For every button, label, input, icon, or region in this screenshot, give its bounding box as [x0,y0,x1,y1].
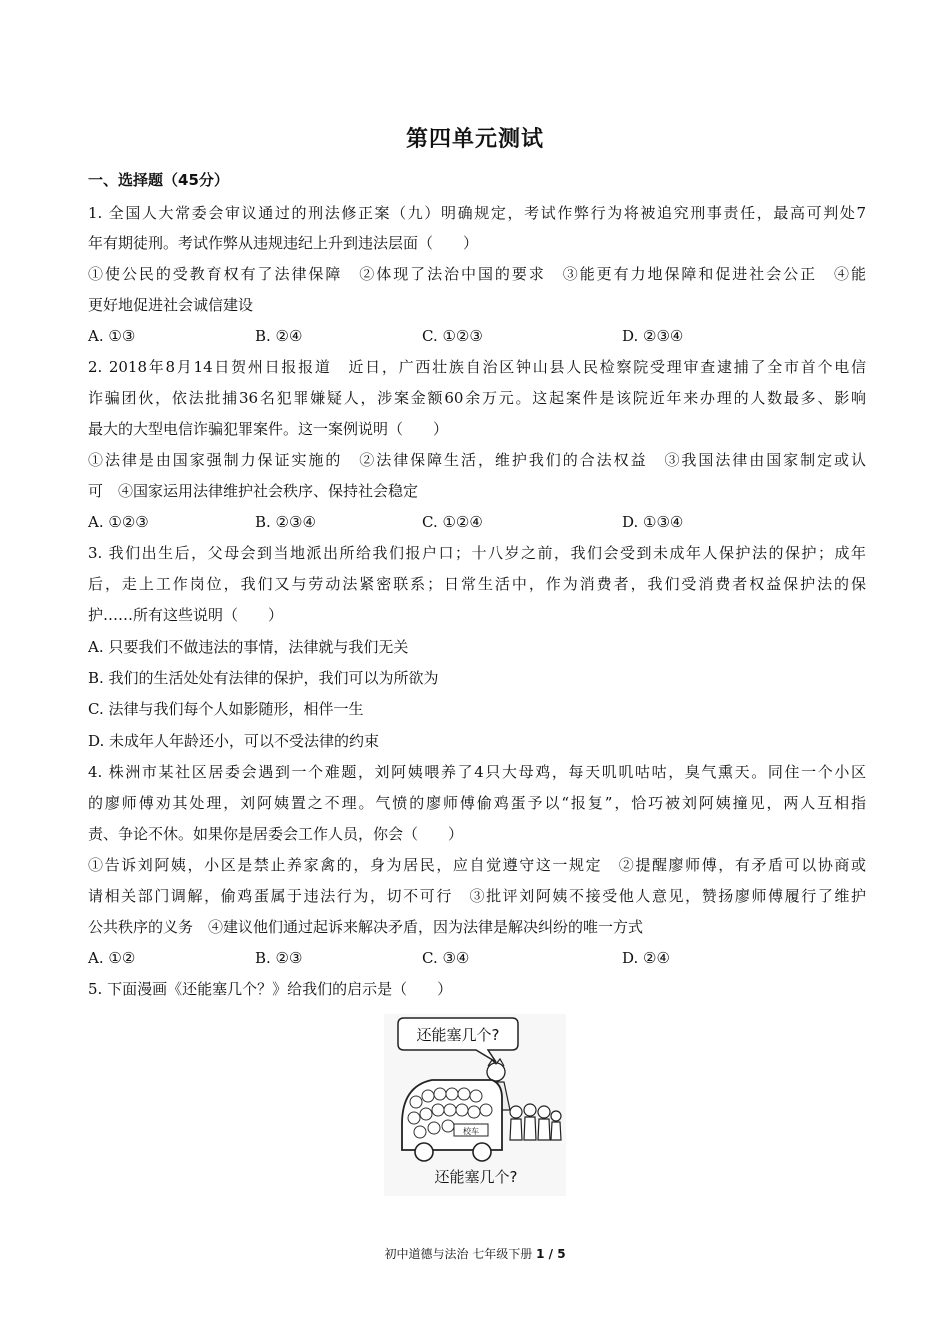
q1-option-b: B. ②④ [255,327,303,345]
driver-head [487,1063,505,1081]
footer-text: 初中道德与法治 七年级下册 [384,1247,533,1261]
q4-option-d: D. ②④ [622,949,670,967]
q2-line: 可 ④国家运用法律维护社会秩序、保持社会稳定 [88,482,419,500]
q3-line: 3. 我们出生后，父母会到当地派出所给我们报户口；十八岁之前，我们会受到未成年人保护法的保护；成年 [88,544,866,562]
q4-line: 的廖师傅劝其处理，刘阿姨置之不理。气愤的廖师傅偷鸡蛋予以“报复”，恰巧被刘阿姨撞见，两人互相指 [88,794,866,812]
q2-option-c: C. ①②④ [422,513,483,531]
q4-line: 4. 株洲市某社区居委会遇到一个难题，刘阿姨喂养了4只大母鸡，每天叽叽咕咕，臭气熏天。同住一个小区 [88,763,866,781]
q2-option-a: A. ①②③ [88,513,149,531]
bus-body [402,1080,502,1150]
q2-line: 最大的大型电信诈骗犯罪案件。这一案例说明（ ） [88,420,449,438]
q4-option-b: B. ②③ [255,949,303,967]
page-title: 第四单元测试 [405,127,544,152]
q2-line: 诈骗团伙，依法批捕36名犯罪嫌疑人，涉案金额60余万元。这起案件是该院近年来办理的人数最多、影响 [88,389,866,407]
q3-option-b: B. 我们的生活处处有法律的保护，我们可以为所欲为 [88,669,439,687]
page-number: 1 / 5 [536,1247,566,1261]
q4-line: ①告诉刘阿姨，小区是禁止养家禽的，身为居民，应自觉遵守这一规定 ②提醒廖师傅，有矛盾可以协商或 [88,856,866,874]
bus-sign-text: 校车 [463,1127,479,1136]
q1-option-d: D. ②③④ [622,327,684,345]
page-footer [0,1245,950,1262]
cartoon-caption: 还能塞几个? [434,1168,518,1186]
q2-option-d: D. ①③④ [622,513,684,531]
q4-option-c: C. ③④ [422,949,470,967]
q3-option-d: D. 未成年人年龄还小，可以不受法律的约束 [88,732,380,750]
q3-line: 护……所有这些说明（ ） [88,606,284,624]
q3-line: 后，走上工作岗位，我们又与劳动法紧密联系；日常生活中，作为消费者，我们受消费者权益保护法的保 [88,575,866,593]
bus-wheel [415,1143,433,1161]
q1-line: ①使公民的受教育权有了法律保障 ②体现了法治中国的要求 ③能更有力地保障和促进社会公正 ④能 [88,265,866,283]
q1-line: 更好地促进社会诚信建设 [88,296,254,314]
bubble-text: 还能塞几个? [416,1026,500,1044]
q1-option-c: C. ①②③ [422,327,483,345]
q2-line: 2. 2018年8月14日贺州日报报道 近日，广西壮族自治区钟山县人民检察院受理审查逮捕了全市首个电信 [88,358,866,376]
q3-option-c: C. 法律与我们每个人如影随形，相伴一生 [88,700,364,718]
q5-line: 5. 下面漫画《还能塞几个？》给我们的启示是（ ） [88,980,453,998]
q1-option-a: A. ①③ [88,327,136,345]
q4-option-a: A. ①② [88,949,136,967]
q4-line: 请相关部门调解，偷鸡蛋属于违法行为，切不可行 ③批评刘阿姨不接受他人意见，赞扬廖师傅履行了维护 [88,887,866,905]
q4-line: 责、争论不休。如果你是居委会工作人员，你会（ ） [88,825,464,843]
q3-option-a: A. 只要我们不做违法的事情，法律就与我们无关 [88,638,409,656]
cartoon-illustration [384,1014,566,1196]
q1-line: 1. 全国人大常委会审议通过的刑法修正案（九）明确规定，考试作弊行为将被追究刑事责任，最高可判处7 [88,204,866,222]
q4-line: 公共秩序的义务 ④建议他们通过起诉来解决矛盾，因为法律是解决纠纷的唯一方式 [88,918,644,936]
section-heading: 一、选择题（45分） [88,171,229,189]
cartoon-svg [384,1014,566,1196]
bus-wheel [473,1143,491,1161]
q1-line: 年有期徒刑。考试作弊从违规违纪上升到违法层面（ ） [88,234,479,252]
q2-option-b: B. ②③④ [255,513,316,531]
q2-line: ①法律是由国家强制力保证实施的 ②法律保障生活，维护我们的合法权益 ③我国法律由国家制定或认 [88,451,866,469]
